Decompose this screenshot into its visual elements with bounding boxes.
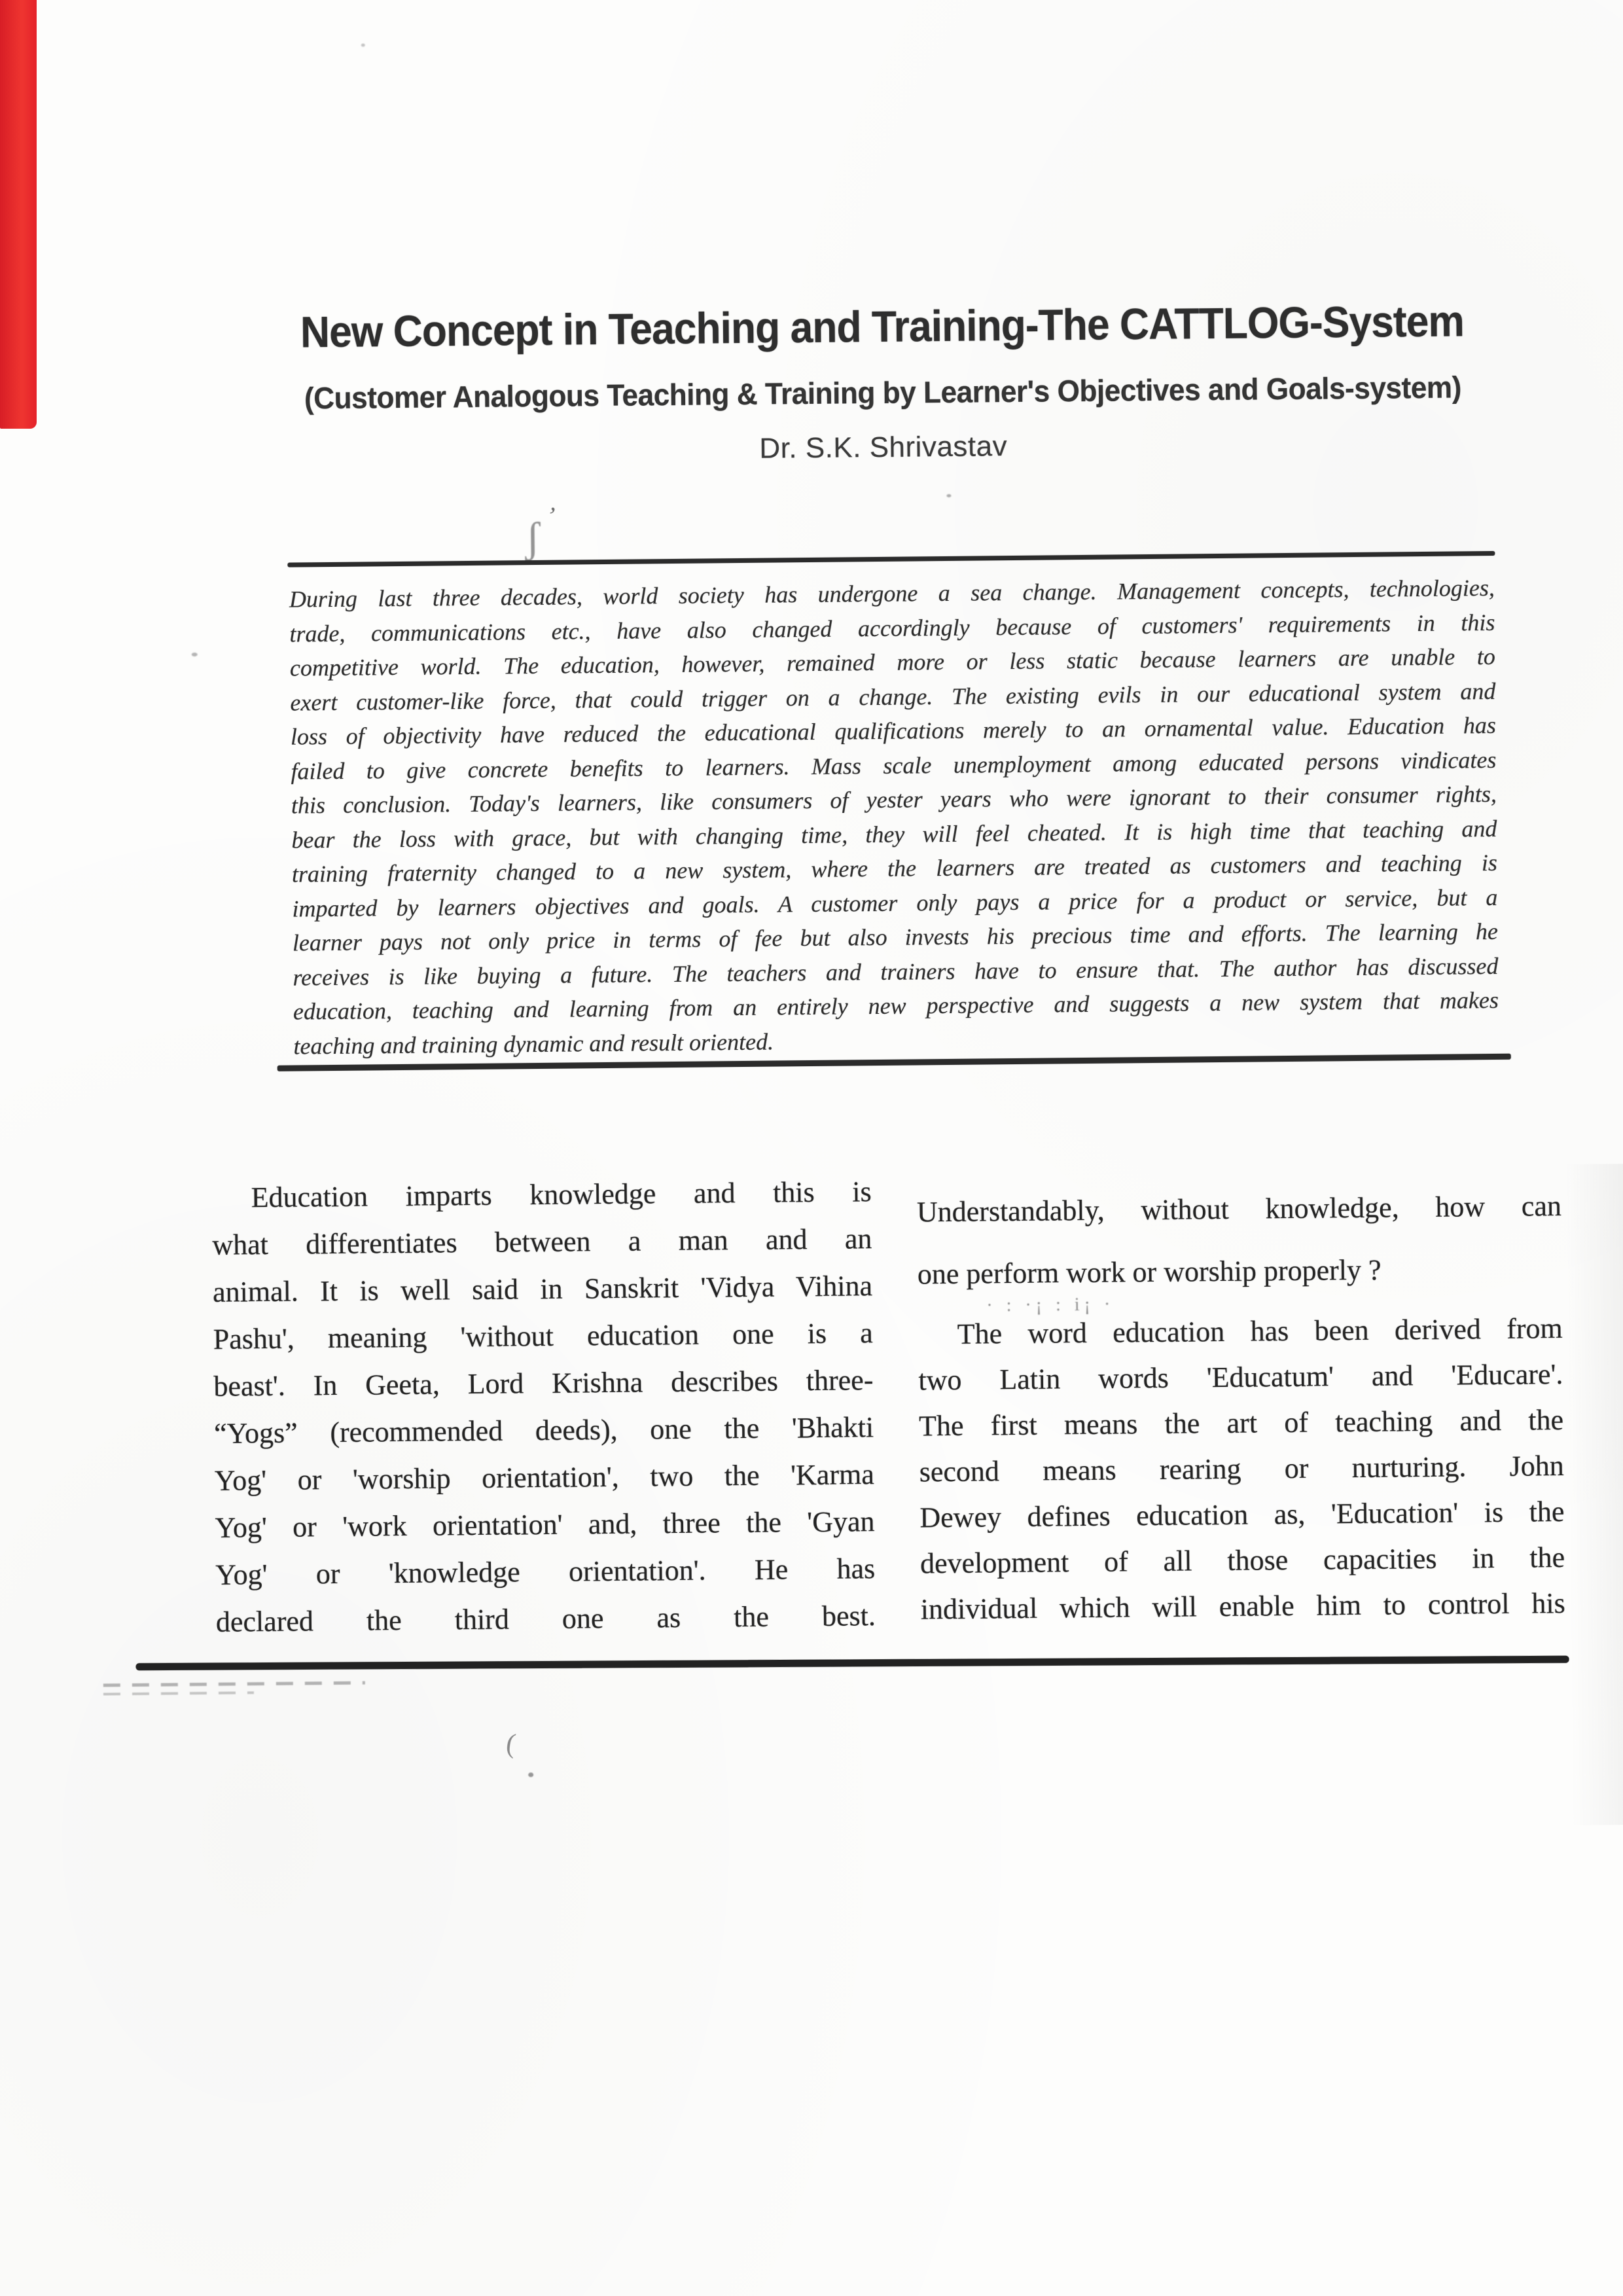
ink-scratch-mark: ʃ: [525, 513, 541, 562]
body-line: The first means the art of teaching and the: [918, 1403, 1564, 1443]
body-line: The word education has been derived from: [957, 1312, 1563, 1350]
body-line: Understandably, without knowledge, how can: [916, 1190, 1562, 1229]
body-line: beast'. In Geeta, Lord Krishna describes three-: [213, 1364, 874, 1403]
abstract-line: competitive world. The education, however, remained more or less static because learners are unable to: [289, 643, 1496, 681]
body-line: Pashu', meaning 'without education one is a: [213, 1317, 873, 1355]
paper-subtitle: (Customer Analogous Teaching & Training by Learner's Objectives and Goals-system): [304, 370, 1462, 416]
body-line: one perform work or worship properly ?: [917, 1253, 1382, 1291]
abstract-line: teaching and training dynamic and result oriented.: [293, 1028, 774, 1060]
abstract-line: loss of objectivity have reduced the educational qualifications merely to an ornamental value. Education has: [290, 711, 1497, 750]
abstract-line: education, teaching and learning from an entirely new perspective and suggests a new system that makes: [293, 986, 1499, 1025]
body-line: “Yogs” (recommended deeds), one the 'Bhakti: [213, 1411, 874, 1450]
ink-paren-mark: (: [504, 1728, 518, 1760]
scan-dash-smudge: [103, 1681, 365, 1687]
abstract-line: training fraternity changed to a new system, where the learners are treated as customers and teaching is: [291, 849, 1498, 888]
body-line: what differentiates between a man and an: [212, 1223, 872, 1261]
abstract-line: exert customer-like force, that could trigger on a change. The existing evils in our educational system and: [290, 677, 1496, 716]
body-line: second means rearing or nurturing. John: [919, 1449, 1564, 1488]
body-line: declared the third one as the best.: [215, 1600, 876, 1638]
abstract-line: receives is like buying a future. The teachers and trainers have to ensure that. The author has discussed: [293, 952, 1499, 991]
body-line: development of all those capacities in the: [919, 1541, 1565, 1580]
body-right-column-paragraph-1: [916, 1175, 1562, 1305]
body-line: two Latin words 'Educatum' and 'Educare'.: [918, 1357, 1563, 1397]
body-left-column: [211, 1168, 876, 1646]
ink-smudge-row: · : ·¡ : i¡ ·: [986, 1294, 1115, 1316]
paper-title: New Concept in Teaching and Training-The CATTLOG-System: [300, 296, 1465, 357]
abstract-block: [289, 571, 1499, 1064]
ink-speck: [361, 43, 365, 46]
body-line: Yog' or 'worship orientation', two the 'Karma: [214, 1458, 875, 1497]
abstract-line: failed to give concrete benefits to learners. Mass scale unemployment among educated persons vindicates: [291, 746, 1497, 785]
heading-block: [146, 0, 1612, 465]
body-line: Education imparts knowledge and this is: [251, 1175, 872, 1214]
ink-comma-mark: ,: [548, 488, 561, 517]
abstract-line: bear the loss with grace, but with changing time, they will feel cheated. It is high time that teaching and: [291, 815, 1497, 853]
paper-author: Dr. S.K. Shrivastav: [759, 430, 1008, 465]
ink-speck: [192, 653, 198, 656]
page-bottom-rule: [136, 1656, 1569, 1670]
abstract-line: this conclusion. Today's learners, like consumers of yester years who were ignorant to their consumer rights,: [291, 780, 1497, 819]
abstract-top-rule: [287, 551, 1495, 567]
body-line: Dewey defines education as, 'Education' is the: [919, 1495, 1565, 1534]
body-line: Yog' or 'knowledge orientation'. He has: [215, 1552, 876, 1591]
abstract-line: During last three decades, world society has undergone a sea change. Management concepts, technologies,: [289, 574, 1495, 613]
abstract-line: imparted by learners objectives and goals. A customer only pays a price for a product or service, but a: [292, 884, 1498, 922]
ink-dot-mark: [528, 1772, 533, 1777]
abstract-line: trade, communications etc., have also changed accordingly because of customers' requirements in this: [289, 609, 1495, 647]
scan-dash-smudge: [103, 1691, 254, 1695]
body-line: individual which will enable him to control his: [920, 1587, 1565, 1626]
scan-edge-shadow: [1565, 1164, 1623, 1825]
body-line: animal. It is well said in Sanskrit 'Vidya Vihina: [212, 1270, 873, 1308]
ink-speck: [946, 494, 951, 497]
abstract-line: learner pays not only price in terms of fee but also invests his precious time and efforts. The learning he: [292, 918, 1499, 956]
body-line: Yog' or 'work orientation' and, three the 'Gyan: [215, 1505, 875, 1544]
body-right-column-paragraph-2: [918, 1306, 1565, 1632]
